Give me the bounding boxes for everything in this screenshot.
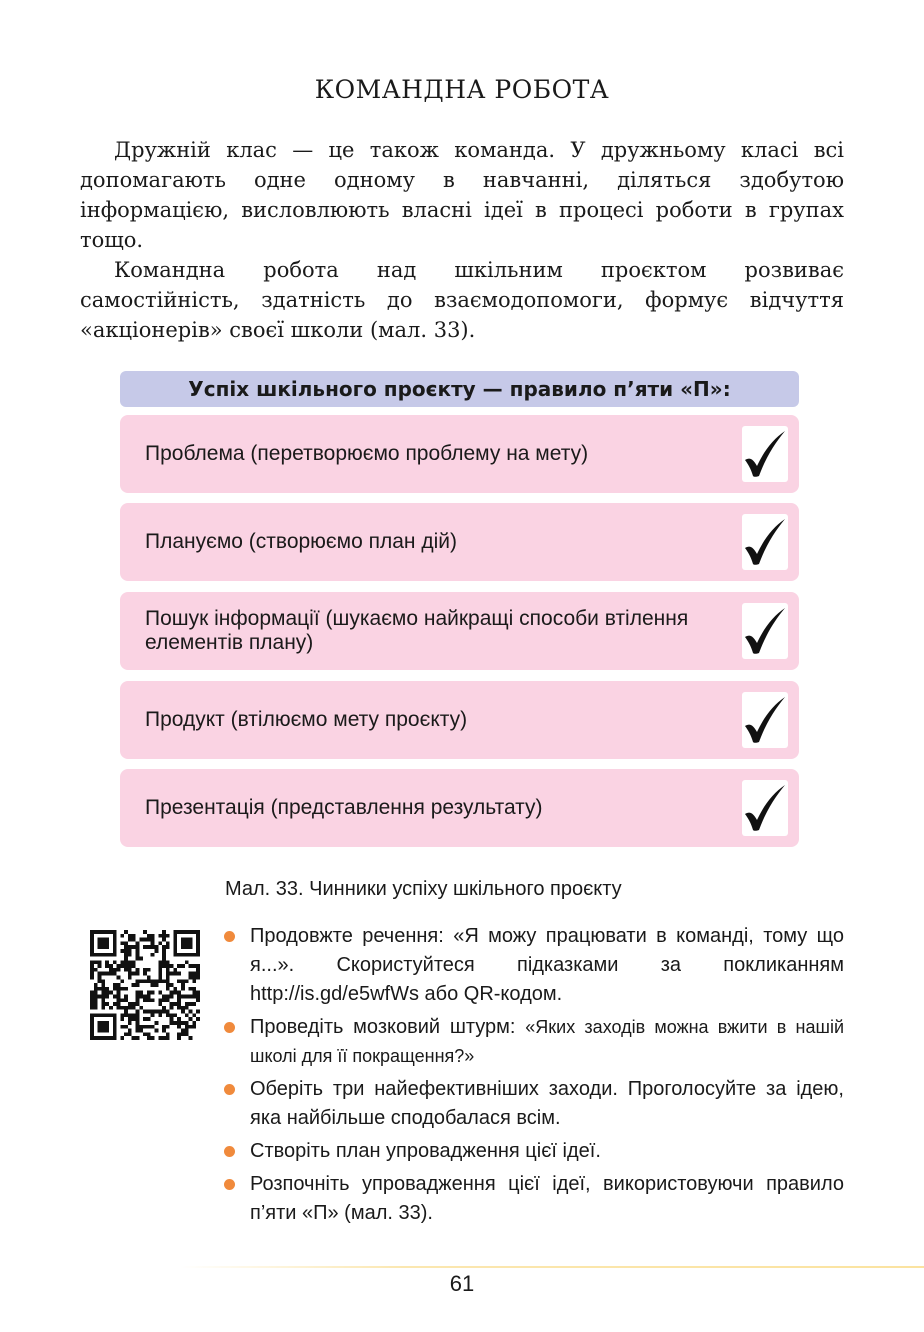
scheme-step-product: [120, 681, 799, 759]
bullet-icon: [224, 931, 235, 942]
task-text: Створіть план упровадження цієї ідеї.: [250, 1140, 601, 1162]
checkmark-icon: [742, 426, 788, 482]
task-item: [250, 1013, 844, 1071]
task-item: [250, 922, 844, 1009]
task-item: [250, 1137, 844, 1166]
scheme-step-search: [120, 592, 799, 670]
page-number: 61: [449, 1271, 475, 1296]
scheme-step-plan: [120, 503, 799, 581]
scheme-header: Успіх шкільного проєкту — правило п’яти «П»:: [120, 371, 799, 407]
checkmark-icon: [742, 603, 788, 659]
page-title: КОМАНДНА РОБОТА: [314, 75, 610, 104]
step-label: Продукт (втілюємо мету проєкту): [145, 708, 468, 731]
bullet-icon: [224, 1084, 235, 1095]
step-label: Проблема (перетворюємо проблему на мету): [145, 442, 589, 465]
bullet-icon: [224, 1179, 235, 1190]
task-text: Розпочніть упровадження цієї ідеї, використовуючи правило п’яти «П» (мал. 33).: [250, 1173, 844, 1224]
scheme-step-problem: [120, 415, 799, 493]
step-label: Пошук інформації (шукаємо найкращі способи втілення елементів плану): [145, 607, 689, 654]
checkmark-icon: [742, 780, 788, 836]
step-label: Презентація (представлення результату): [145, 796, 543, 819]
bullet-icon: [224, 1022, 235, 1033]
task-item: [250, 1075, 844, 1133]
task-text: Продовжте речення: «Я можу працювати в команді, тому що я...». Скористуйтеся підказками за покликанням http://is.gd/e5wfWs або QR-кодом.: [250, 925, 844, 1005]
footer-divider: [180, 1266, 924, 1268]
task-text: Проведіть мозковий штурм:: [250, 1016, 526, 1038]
task-text: Оберіть три найефективніших заходи. Проголосуйте за ідею, яка найбільше сподобалася всім.: [250, 1078, 844, 1129]
intro-paragraph-2: Командна робота над шкільним проєктом розвиває самостійність, здатність до взаємодопомоги, формує відчуття «акціонерів» своєї школи (мал. 33).: [80, 258, 844, 342]
step-label: Плануємо (створюємо план дій): [145, 530, 457, 553]
bullet-icon: [224, 1146, 235, 1157]
intro-paragraph-1: Дружній клас — це також команда. У дружньому класі всі допомагають одне одному в навчанні, діляться здобутою інформацією, висловлюють власні ідеї в процесі роботи в групах тощо.: [80, 138, 844, 252]
figure-caption: Мал. 33. Чинники успіху шкільного проєкту: [225, 878, 622, 900]
scheme-step-presentation: [120, 769, 799, 847]
task-list: [250, 922, 844, 1232]
qr-code-icon[interactable]: [90, 930, 200, 1040]
checkmark-icon: [742, 692, 788, 748]
task-item: [250, 1170, 844, 1228]
checkmark-icon: [742, 514, 788, 570]
task-question: «Яких заходів можна вжити в нашій школі для її покращення?»: [250, 1017, 845, 1066]
